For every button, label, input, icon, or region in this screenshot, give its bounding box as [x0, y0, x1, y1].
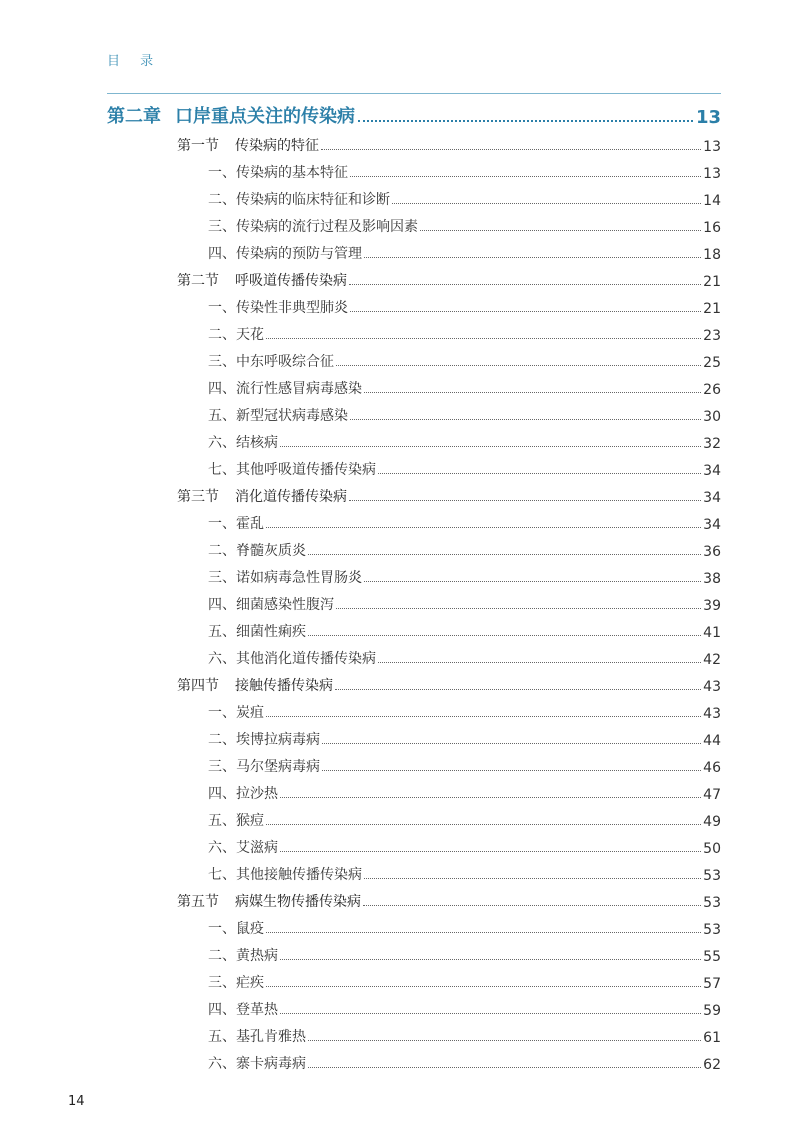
toc-item-entry[interactable]	[208, 403, 721, 425]
item-title: 三、诺如病毒急性胃肠炎	[208, 570, 362, 586]
toc-item-entry[interactable]	[208, 700, 721, 722]
toc-item-entry[interactable]	[208, 916, 721, 938]
entry-page-number: 30	[703, 409, 721, 425]
toc-item-entry[interactable]	[208, 241, 721, 263]
item-title: 二、传染病的临床特征和诊断	[208, 192, 390, 208]
section-number: 第一节	[177, 138, 219, 154]
entry-page-number: 34	[703, 517, 721, 533]
dot-leader	[280, 851, 701, 852]
toc-item-entry[interactable]	[208, 997, 721, 1019]
section-title: 接触传播传染病	[235, 678, 333, 694]
dot-leader	[378, 662, 701, 663]
entry-page-number: 57	[703, 976, 721, 992]
dot-leader	[308, 635, 701, 636]
dot-leader	[349, 500, 701, 501]
toc-item-entry[interactable]	[208, 970, 721, 992]
item-title: 四、拉沙热	[208, 786, 278, 802]
dot-leader	[364, 257, 701, 258]
item-title: 一、传染病的基本特征	[208, 165, 348, 181]
item-title: 四、登革热	[208, 1002, 278, 1018]
item-title: 一、传染性非典型肺炎	[208, 300, 348, 316]
item-title: 五、细菌性痢疾	[208, 624, 306, 640]
toc-item-entry[interactable]	[208, 565, 721, 587]
dot-leader	[280, 1013, 701, 1014]
toc-item-entry[interactable]	[208, 295, 721, 317]
toc-item-entry[interactable]	[208, 187, 721, 209]
item-title: 三、马尔堡病毒病	[208, 759, 320, 775]
entry-page-number: 62	[703, 1057, 721, 1073]
entry-page-number: 13	[703, 139, 721, 155]
entry-page-number: 42	[703, 652, 721, 668]
dot-leader	[322, 770, 701, 771]
toc-item-entry[interactable]	[208, 835, 721, 857]
toc-item-entry[interactable]	[208, 214, 721, 236]
entry-page-number: 21	[703, 274, 721, 290]
dot-leader	[350, 311, 701, 312]
toc-item-entry[interactable]	[208, 322, 721, 344]
toc-item-entry[interactable]	[208, 1024, 721, 1046]
item-title: 五、新型冠状病毒感染	[208, 408, 348, 424]
chapter-title: 口岸重点关注的传染病	[175, 106, 355, 127]
toc-item-entry[interactable]	[208, 1051, 721, 1073]
toc-chapter-entry[interactable]	[107, 102, 721, 128]
toc-item-entry[interactable]	[208, 349, 721, 371]
entry-page-number: 21	[703, 301, 721, 317]
item-title: 六、结核病	[208, 435, 278, 451]
dot-leader	[322, 743, 701, 744]
toc-item-entry[interactable]	[208, 457, 721, 479]
entry-page-number: 55	[703, 949, 721, 965]
entry-page-number: 53	[703, 922, 721, 938]
dot-leader	[336, 365, 701, 366]
entry-page-number: 46	[703, 760, 721, 776]
entry-page-number: 16	[703, 220, 721, 236]
dot-leader	[335, 689, 701, 690]
entry-page-number: 25	[703, 355, 721, 371]
entry-page-number: 50	[703, 841, 721, 857]
dot-leader	[266, 824, 701, 825]
section-number: 第三节	[177, 489, 219, 505]
entry-page-number: 43	[703, 679, 721, 695]
item-title: 二、黄热病	[208, 948, 278, 964]
item-title: 七、其他呼吸道传播传染病	[208, 462, 376, 478]
entry-page-number: 53	[703, 895, 721, 911]
item-title: 四、流行性感冒病毒感染	[208, 381, 362, 397]
entry-page-number: 14	[703, 193, 721, 209]
section-number: 第二节	[177, 273, 219, 289]
dot-leader	[364, 878, 701, 879]
dot-leader	[280, 446, 701, 447]
dot-leader	[392, 203, 701, 204]
item-title: 七、其他接触传播传染病	[208, 867, 362, 883]
toc-section-entry[interactable]	[177, 133, 721, 155]
chapter-page-number: 13	[695, 107, 721, 128]
entry-page-number: 44	[703, 733, 721, 749]
chapter-number: 第二章	[107, 106, 161, 127]
toc-item-entry[interactable]	[208, 943, 721, 965]
dot-leader	[280, 797, 701, 798]
item-title: 一、鼠疫	[208, 921, 264, 937]
toc-item-entry[interactable]	[208, 862, 721, 884]
entry-page-number: 61	[703, 1030, 721, 1046]
toc-item-entry[interactable]	[208, 727, 721, 749]
entry-page-number: 34	[703, 490, 721, 506]
item-title: 六、艾滋病	[208, 840, 278, 856]
section-title: 呼吸道传播传染病	[235, 273, 347, 289]
entry-page-number: 38	[703, 571, 721, 587]
entry-page-number: 18	[703, 247, 721, 263]
dot-leader	[308, 1067, 701, 1068]
entry-page-number: 43	[703, 706, 721, 722]
dot-leader	[364, 392, 701, 393]
section-number: 第五节	[177, 894, 219, 910]
entry-page-number: 32	[703, 436, 721, 452]
toc-section-entry[interactable]	[177, 889, 721, 911]
item-title: 二、脊髓灰质炎	[208, 543, 306, 559]
toc-item-entry[interactable]	[208, 646, 721, 668]
section-title: 病媒生物传播传染病	[235, 894, 361, 910]
dot-leader	[266, 932, 701, 933]
section-title: 消化道传播传染病	[235, 489, 347, 505]
toc-item-entry[interactable]	[208, 430, 721, 452]
dot-leader	[420, 230, 701, 231]
dot-leader	[364, 581, 701, 582]
dot-leader	[363, 905, 701, 906]
entry-page-number: 53	[703, 868, 721, 884]
dot-leader	[358, 120, 693, 122]
toc-item-entry[interactable]	[208, 511, 721, 533]
toc-item-entry[interactable]	[208, 808, 721, 830]
dot-leader	[349, 284, 701, 285]
entry-page-number: 23	[703, 328, 721, 344]
toc-section-entry[interactable]	[177, 268, 721, 290]
item-title: 五、猴痘	[208, 813, 264, 829]
header-rule	[107, 93, 721, 94]
dot-leader	[378, 473, 701, 474]
item-title: 二、天花	[208, 327, 264, 343]
item-title: 一、炭疽	[208, 705, 264, 721]
section-number: 第四节	[177, 678, 219, 694]
item-title: 二、埃博拉病毒病	[208, 732, 320, 748]
toc-item-entry[interactable]	[208, 160, 721, 182]
dot-leader	[350, 176, 701, 177]
dot-leader	[350, 419, 701, 420]
dot-leader	[308, 554, 701, 555]
entry-page-number: 26	[703, 382, 721, 398]
item-title: 三、传染病的流行过程及影响因素	[208, 219, 418, 235]
dot-leader	[266, 986, 701, 987]
entry-page-number: 47	[703, 787, 721, 803]
toc-section-entry[interactable]	[177, 484, 721, 506]
toc-item-entry[interactable]	[208, 619, 721, 641]
item-title: 四、传染病的预防与管理	[208, 246, 362, 262]
entry-page-number: 39	[703, 598, 721, 614]
entry-page-number: 34	[703, 463, 721, 479]
entry-page-number: 36	[703, 544, 721, 560]
item-title: 三、中东呼吸综合征	[208, 354, 334, 370]
entry-page-number: 49	[703, 814, 721, 830]
dot-leader	[321, 149, 701, 150]
dot-leader	[336, 608, 701, 609]
toc-item-entry[interactable]	[208, 592, 721, 614]
entry-page-number: 59	[703, 1003, 721, 1019]
item-title: 一、霍乱	[208, 516, 264, 532]
section-title: 传染病的特征	[235, 138, 319, 154]
toc-item-entry[interactable]	[208, 781, 721, 803]
running-header: 目 录	[107, 54, 162, 69]
toc-item-entry[interactable]	[208, 754, 721, 776]
item-title: 六、其他消化道传播传染病	[208, 651, 376, 667]
toc-item-entry[interactable]	[208, 376, 721, 398]
dot-leader	[266, 716, 701, 717]
toc-section-entry[interactable]	[177, 673, 721, 695]
page-number: 14	[68, 1094, 85, 1109]
dot-leader	[308, 1040, 701, 1041]
item-title: 三、疟疾	[208, 975, 264, 991]
toc-item-entry[interactable]	[208, 538, 721, 560]
dot-leader	[280, 959, 701, 960]
item-title: 四、细菌感染性腹泻	[208, 597, 334, 613]
entry-page-number: 41	[703, 625, 721, 641]
entry-page-number: 13	[703, 166, 721, 182]
dot-leader	[266, 527, 701, 528]
dot-leader	[266, 338, 701, 339]
item-title: 五、基孔肯雅热	[208, 1029, 306, 1045]
item-title: 六、寨卡病毒病	[208, 1056, 306, 1072]
